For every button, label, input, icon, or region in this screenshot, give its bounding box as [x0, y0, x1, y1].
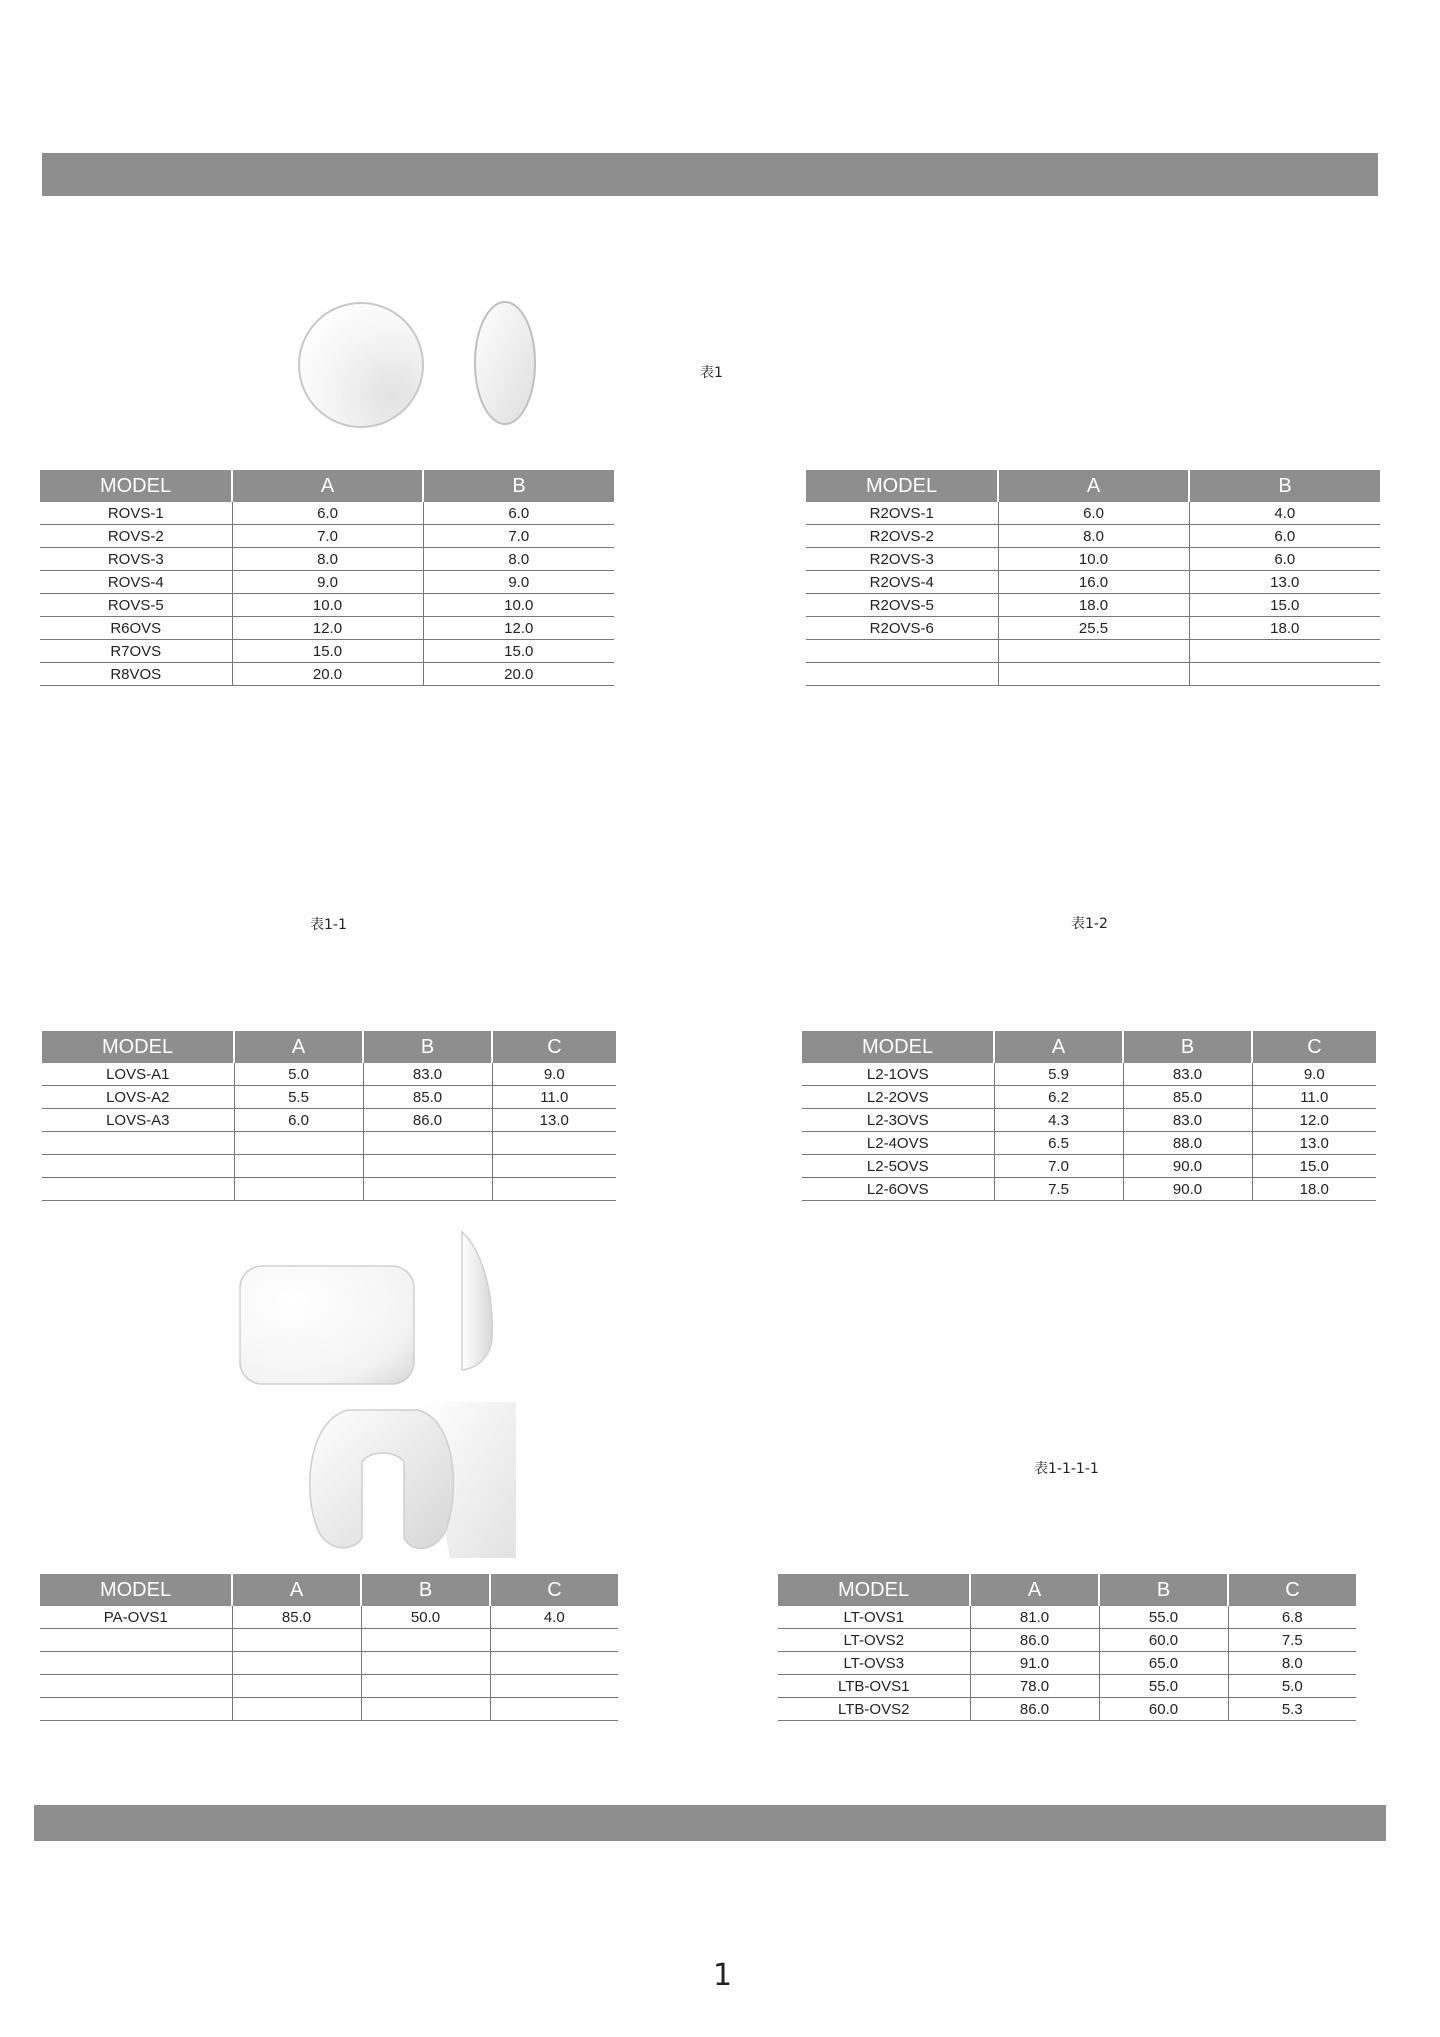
a-cell: 86.0 — [970, 1698, 1099, 1721]
table-row — [42, 1132, 616, 1155]
c-cell: 13.0 — [492, 1109, 616, 1132]
c-cell — [492, 1178, 616, 1201]
column-header-b: B — [423, 470, 614, 502]
b-cell: 55.0 — [1099, 1675, 1228, 1698]
table-row — [802, 1086, 1376, 1109]
model-cell: R2OVS-1 — [806, 502, 998, 525]
a-cell: 5.9 — [994, 1063, 1123, 1086]
table-row — [778, 1629, 1356, 1652]
table-row — [802, 1063, 1376, 1086]
b-cell: 90.0 — [1123, 1155, 1252, 1178]
c-cell: 4.0 — [490, 1606, 618, 1629]
model-cell: R8VOS — [40, 663, 232, 686]
model-cell: R2OVS-4 — [806, 571, 998, 594]
model-cell: R2OVS-3 — [806, 548, 998, 571]
column-header-a: A — [994, 1031, 1123, 1063]
model-cell — [40, 1652, 232, 1675]
model-cell — [40, 1629, 232, 1652]
c-cell: 8.0 — [1228, 1652, 1356, 1675]
table-row — [778, 1675, 1356, 1698]
b-cell: 6.0 — [1189, 548, 1380, 571]
table-row — [806, 594, 1380, 617]
model-cell: LT-OVS1 — [778, 1606, 970, 1629]
c-cell: 7.5 — [1228, 1629, 1356, 1652]
a-cell: 16.0 — [998, 571, 1189, 594]
b-cell: 4.0 — [1189, 502, 1380, 525]
b-cell: 15.0 — [423, 640, 614, 663]
column-header-c: C — [1228, 1574, 1356, 1606]
caption-table-1-1-1-1: 表1-1-1-1 — [1034, 1461, 1099, 1477]
column-header-b: B — [361, 1574, 490, 1606]
column-header-b: B — [1189, 470, 1380, 502]
model-cell: LT-OVS2 — [778, 1629, 970, 1652]
table-row — [802, 1155, 1376, 1178]
table-row — [802, 1132, 1376, 1155]
table-row — [40, 1629, 618, 1652]
c-cell: 9.0 — [492, 1063, 616, 1086]
model-cell: L2-4OVS — [802, 1132, 994, 1155]
table-row — [42, 1109, 616, 1132]
table-row — [40, 548, 614, 571]
model-cell: ROVS-3 — [40, 548, 232, 571]
table-row — [806, 663, 1380, 686]
b-cell — [363, 1178, 492, 1201]
table-row — [806, 617, 1380, 640]
table-row — [40, 663, 614, 686]
caption-table-1: 表1 — [700, 365, 723, 381]
a-cell: 6.2 — [994, 1086, 1123, 1109]
a-cell: 8.0 — [998, 525, 1189, 548]
model-cell — [806, 640, 998, 663]
model-cell: L2-1OVS — [802, 1063, 994, 1086]
model-cell: R6OVS — [40, 617, 232, 640]
c-cell: 6.8 — [1228, 1606, 1356, 1629]
rectangular-implant-front-image — [236, 1262, 418, 1388]
footer-bar — [34, 1805, 1386, 1841]
column-header-b: B — [1099, 1574, 1228, 1606]
column-header-c: C — [492, 1031, 616, 1063]
clip-implant-image — [300, 1402, 516, 1558]
table-row — [40, 594, 614, 617]
model-cell: ROVS-1 — [40, 502, 232, 525]
a-cell: 6.0 — [232, 502, 423, 525]
table-row — [40, 525, 614, 548]
a-cell: 85.0 — [232, 1606, 361, 1629]
a-cell: 86.0 — [970, 1629, 1099, 1652]
b-cell: 90.0 — [1123, 1178, 1252, 1201]
a-cell — [232, 1629, 361, 1652]
c-cell: 5.0 — [1228, 1675, 1356, 1698]
a-cell: 91.0 — [970, 1652, 1099, 1675]
model-cell: ROVS-5 — [40, 594, 232, 617]
c-cell: 9.0 — [1252, 1063, 1376, 1086]
column-header-a: A — [998, 470, 1189, 502]
a-cell: 6.0 — [234, 1109, 363, 1132]
c-cell — [492, 1132, 616, 1155]
a-cell: 5.5 — [234, 1086, 363, 1109]
c-cell: 15.0 — [1252, 1155, 1376, 1178]
table-row — [40, 1698, 618, 1721]
model-cell: LT-OVS3 — [778, 1652, 970, 1675]
b-cell: 13.0 — [1189, 571, 1380, 594]
b-cell — [361, 1652, 490, 1675]
table-row — [802, 1109, 1376, 1132]
a-cell: 25.5 — [998, 617, 1189, 640]
caption-table-1-1: 表1-1 — [310, 917, 347, 933]
model-cell: LOVS-A3 — [42, 1109, 234, 1132]
model-cell: L2-6OVS — [802, 1178, 994, 1201]
b-cell — [361, 1698, 490, 1721]
b-cell — [363, 1155, 492, 1178]
table-row — [778, 1606, 1356, 1629]
table-row — [42, 1086, 616, 1109]
model-cell — [42, 1155, 234, 1178]
table-row — [806, 502, 1380, 525]
model-cell: L2-3OVS — [802, 1109, 994, 1132]
b-cell: 8.0 — [423, 548, 614, 571]
header-bar — [42, 153, 1378, 196]
table-row — [802, 1178, 1376, 1201]
model-cell — [40, 1675, 232, 1698]
table-row — [806, 525, 1380, 548]
model-cell: LTB-OVS2 — [778, 1698, 970, 1721]
page-number: 1 — [713, 1958, 733, 1993]
column-header-a: A — [232, 470, 423, 502]
table-row — [40, 502, 614, 525]
model-cell — [42, 1178, 234, 1201]
a-cell: 6.0 — [998, 502, 1189, 525]
a-cell — [232, 1652, 361, 1675]
table-row — [40, 1606, 618, 1629]
a-cell: 20.0 — [232, 663, 423, 686]
a-cell: 10.0 — [232, 594, 423, 617]
a-cell — [232, 1675, 361, 1698]
c-cell: 12.0 — [1252, 1109, 1376, 1132]
column-header-a: A — [970, 1574, 1099, 1606]
c-cell — [490, 1675, 618, 1698]
a-cell — [234, 1178, 363, 1201]
model-cell: ROVS-4 — [40, 571, 232, 594]
column-header-c: C — [1252, 1031, 1376, 1063]
b-cell: 88.0 — [1123, 1132, 1252, 1155]
b-cell: 83.0 — [1123, 1063, 1252, 1086]
table-row — [40, 1675, 618, 1698]
a-cell: 4.3 — [994, 1109, 1123, 1132]
model-cell: L2-5OVS — [802, 1155, 994, 1178]
table-row — [40, 617, 614, 640]
table-row — [778, 1698, 1356, 1721]
b-cell — [363, 1132, 492, 1155]
a-cell: 7.0 — [232, 525, 423, 548]
table-row — [42, 1155, 616, 1178]
table-row — [806, 571, 1380, 594]
paovs-table — [40, 1574, 618, 1721]
b-cell — [361, 1675, 490, 1698]
a-cell: 9.0 — [232, 571, 423, 594]
model-cell: L2-2OVS — [802, 1086, 994, 1109]
b-cell — [361, 1629, 490, 1652]
a-cell — [234, 1155, 363, 1178]
caption-table-1-2: 表1-2 — [1071, 916, 1108, 932]
b-cell: 6.0 — [1189, 525, 1380, 548]
model-cell — [40, 1698, 232, 1721]
a-cell: 81.0 — [970, 1606, 1099, 1629]
r2ovs-table — [806, 470, 1380, 686]
column-header-c: C — [490, 1574, 618, 1606]
b-cell — [1189, 640, 1380, 663]
b-cell: 60.0 — [1099, 1629, 1228, 1652]
a-cell — [232, 1698, 361, 1721]
column-header-model: MODEL — [806, 470, 998, 502]
column-header-model: MODEL — [778, 1574, 970, 1606]
a-cell: 5.0 — [234, 1063, 363, 1086]
rectangular-implant-side-image — [458, 1228, 498, 1374]
b-cell: 86.0 — [363, 1109, 492, 1132]
column-header-b: B — [363, 1031, 492, 1063]
table-row — [806, 548, 1380, 571]
b-cell: 85.0 — [363, 1086, 492, 1109]
b-cell: 85.0 — [1123, 1086, 1252, 1109]
table-row — [778, 1652, 1356, 1675]
model-cell: PA-OVS1 — [40, 1606, 232, 1629]
model-cell: LTB-OVS1 — [778, 1675, 970, 1698]
c-cell — [490, 1652, 618, 1675]
round-implant-side-image — [470, 298, 540, 428]
column-header-a: A — [232, 1574, 361, 1606]
b-cell: 9.0 — [423, 571, 614, 594]
model-cell: R2OVS-2 — [806, 525, 998, 548]
c-cell: 11.0 — [1252, 1086, 1376, 1109]
b-cell: 20.0 — [423, 663, 614, 686]
c-cell — [490, 1629, 618, 1652]
model-cell: LOVS-A1 — [42, 1063, 234, 1086]
a-cell: 8.0 — [232, 548, 423, 571]
l2ovs-table — [802, 1031, 1376, 1201]
model-cell: R7OVS — [40, 640, 232, 663]
model-cell: R2OVS-5 — [806, 594, 998, 617]
a-cell: 7.0 — [994, 1155, 1123, 1178]
a-cell: 78.0 — [970, 1675, 1099, 1698]
table-row — [42, 1063, 616, 1086]
table-row — [42, 1178, 616, 1201]
c-cell — [492, 1155, 616, 1178]
column-header-a: A — [234, 1031, 363, 1063]
a-cell: 12.0 — [232, 617, 423, 640]
a-cell: 10.0 — [998, 548, 1189, 571]
table-row — [40, 571, 614, 594]
b-cell: 7.0 — [423, 525, 614, 548]
c-cell: 11.0 — [492, 1086, 616, 1109]
a-cell — [998, 663, 1189, 686]
a-cell: 6.5 — [994, 1132, 1123, 1155]
ltovs-table — [778, 1574, 1356, 1721]
a-cell — [998, 640, 1189, 663]
b-cell: 60.0 — [1099, 1698, 1228, 1721]
a-cell — [234, 1132, 363, 1155]
column-header-b: B — [1123, 1031, 1252, 1063]
b-cell: 6.0 — [423, 502, 614, 525]
b-cell: 65.0 — [1099, 1652, 1228, 1675]
a-cell: 15.0 — [232, 640, 423, 663]
b-cell: 55.0 — [1099, 1606, 1228, 1629]
column-header-model: MODEL — [40, 1574, 232, 1606]
a-cell: 7.5 — [994, 1178, 1123, 1201]
b-cell: 83.0 — [363, 1063, 492, 1086]
column-header-model: MODEL — [42, 1031, 234, 1063]
column-header-model: MODEL — [802, 1031, 994, 1063]
c-cell: 13.0 — [1252, 1132, 1376, 1155]
column-header-model: MODEL — [40, 470, 232, 502]
table-row — [40, 640, 614, 663]
lovs-table — [42, 1031, 616, 1201]
b-cell: 18.0 — [1189, 617, 1380, 640]
model-cell: ROVS-2 — [40, 525, 232, 548]
b-cell: 83.0 — [1123, 1109, 1252, 1132]
b-cell — [1189, 663, 1380, 686]
table-row — [806, 640, 1380, 663]
c-cell — [490, 1698, 618, 1721]
c-cell: 5.3 — [1228, 1698, 1356, 1721]
model-cell: R2OVS-6 — [806, 617, 998, 640]
rovs-table — [40, 470, 614, 686]
b-cell: 50.0 — [361, 1606, 490, 1629]
b-cell: 15.0 — [1189, 594, 1380, 617]
c-cell: 18.0 — [1252, 1178, 1376, 1201]
table-row — [40, 1652, 618, 1675]
model-cell: LOVS-A2 — [42, 1086, 234, 1109]
model-cell — [806, 663, 998, 686]
b-cell: 10.0 — [423, 594, 614, 617]
round-implant-front-image — [294, 298, 428, 432]
model-cell — [42, 1132, 234, 1155]
a-cell: 18.0 — [998, 594, 1189, 617]
b-cell: 12.0 — [423, 617, 614, 640]
